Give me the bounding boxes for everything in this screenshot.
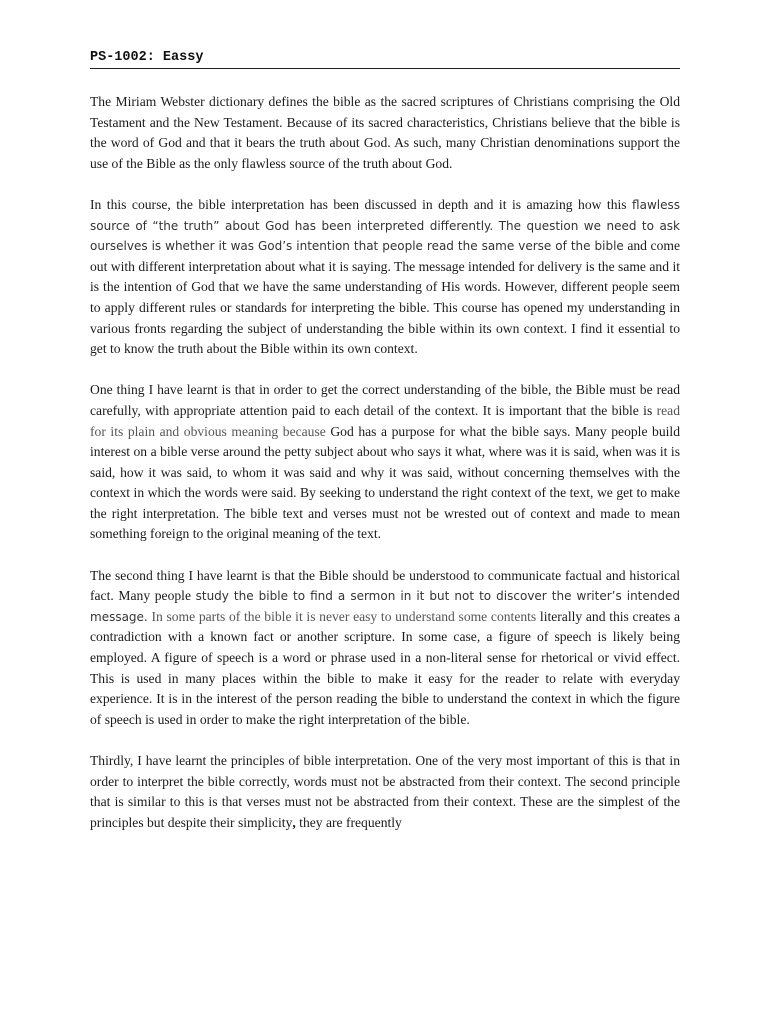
- paragraph-4-part-a: The second thing I have learnt is that the Bible should be understood to communicate factual and historical fact. Many people: [90, 567, 680, 604]
- page-header: [90, 47, 680, 69]
- paragraph-4-part-c: In some parts of the bible it is never easy to understand some contents: [147, 608, 537, 624]
- paragraph-3: [90, 380, 680, 545]
- paragraph-4: [90, 566, 680, 731]
- paragraph-2-part-b: flawless source of “the truth” about God has been interpreted differently. The question we need to ask ourselves is whether it was God’s intention that people read the same verse of the bible: [90, 197, 680, 254]
- paragraph-5-part-a: Thirdly, I have learnt the principles of bible interpretation. One of the very most important of this is that in order to interpret the bible correctly, words must not be abstracted from their context. The second principle that is similar to this is that verses must not be abstracted from their context. These are the simplest of the principles but despite their simplicity: [90, 753, 680, 830]
- paragraph-1: The Miriam Webster dictionary defines the bible as the sacred scriptures of Christians comprising the Old Testament and the New Testament. Because of its sacred characteristics, Christians believe that the bible is the word of God and that it bears the truth about God. As such, many Christian denominations support the use of the Bible as the only flawless source of the truth about God.: [90, 94, 680, 171]
- paragraph-3-part-c: God has a purpose for what the bible says. Many people build interest on a bible verse around the petty subject about who says it what, where was it is said, when was it is said, how it was said, to whom it was said and why it was said, without concerning themselves with the context in which the words were said. By seeking to understand the right context of the text, we get to make the right interpretation. The bible text and verses must not be wrested out of context and made to mean something foreign to the original meaning of the text.: [90, 423, 680, 542]
- paragraph-2: [90, 195, 680, 360]
- paragraph-4-part-d: literally and this creates a contradiction with a known fact or another scripture. In some case, a figure of speech is likely being employed. A figure of speech is a word or phrase used in a non-literal sense for rhetorical or vivid effect. This is used in many places within the bible to make it easy for the reader to relate with everyday experience. It is in the interest of the person reading the bible to understand the context in which the figure of speech is used in order to make the right interpretation of the bible.: [90, 608, 680, 727]
- paragraph-2-part-c: and come out with different interpretation about what it is saying. The message intended for delivery is the same and it is the intention of God that we have the same understanding of His words. However, different people seem to apply different rules or standards for interpreting the bible. This course has opened my understanding in various fronts regarding the subject of understanding the bible within its own context. I find it essential to get to know the truth about the Bible within its own context.: [90, 238, 680, 357]
- paragraph-3-part-a: One thing I have learnt is that in order to get the correct understanding of the bible, the Bible must be read carefully, with appropriate attention paid to each detail of the context. It is important that the bible is: [90, 382, 680, 418]
- essay-body: [90, 92, 680, 854]
- paragraph-3-part-b: read for its plain and obvious meaning because: [90, 402, 680, 439]
- paragraph-5: [90, 751, 680, 833]
- paragraph-5-part-b: ,: [292, 814, 296, 830]
- paragraph-5-part-c: they are frequently: [295, 814, 402, 830]
- page-title: PS-1002: Eassy: [90, 50, 204, 65]
- paragraph-2-part-a: In this course, the bible interpretation has been discussed in depth and it is amazing how this: [90, 196, 633, 212]
- paragraph-4-part-b: study the bible to find a sermon in it but not to discover the writer’s intended message.: [90, 589, 680, 624]
